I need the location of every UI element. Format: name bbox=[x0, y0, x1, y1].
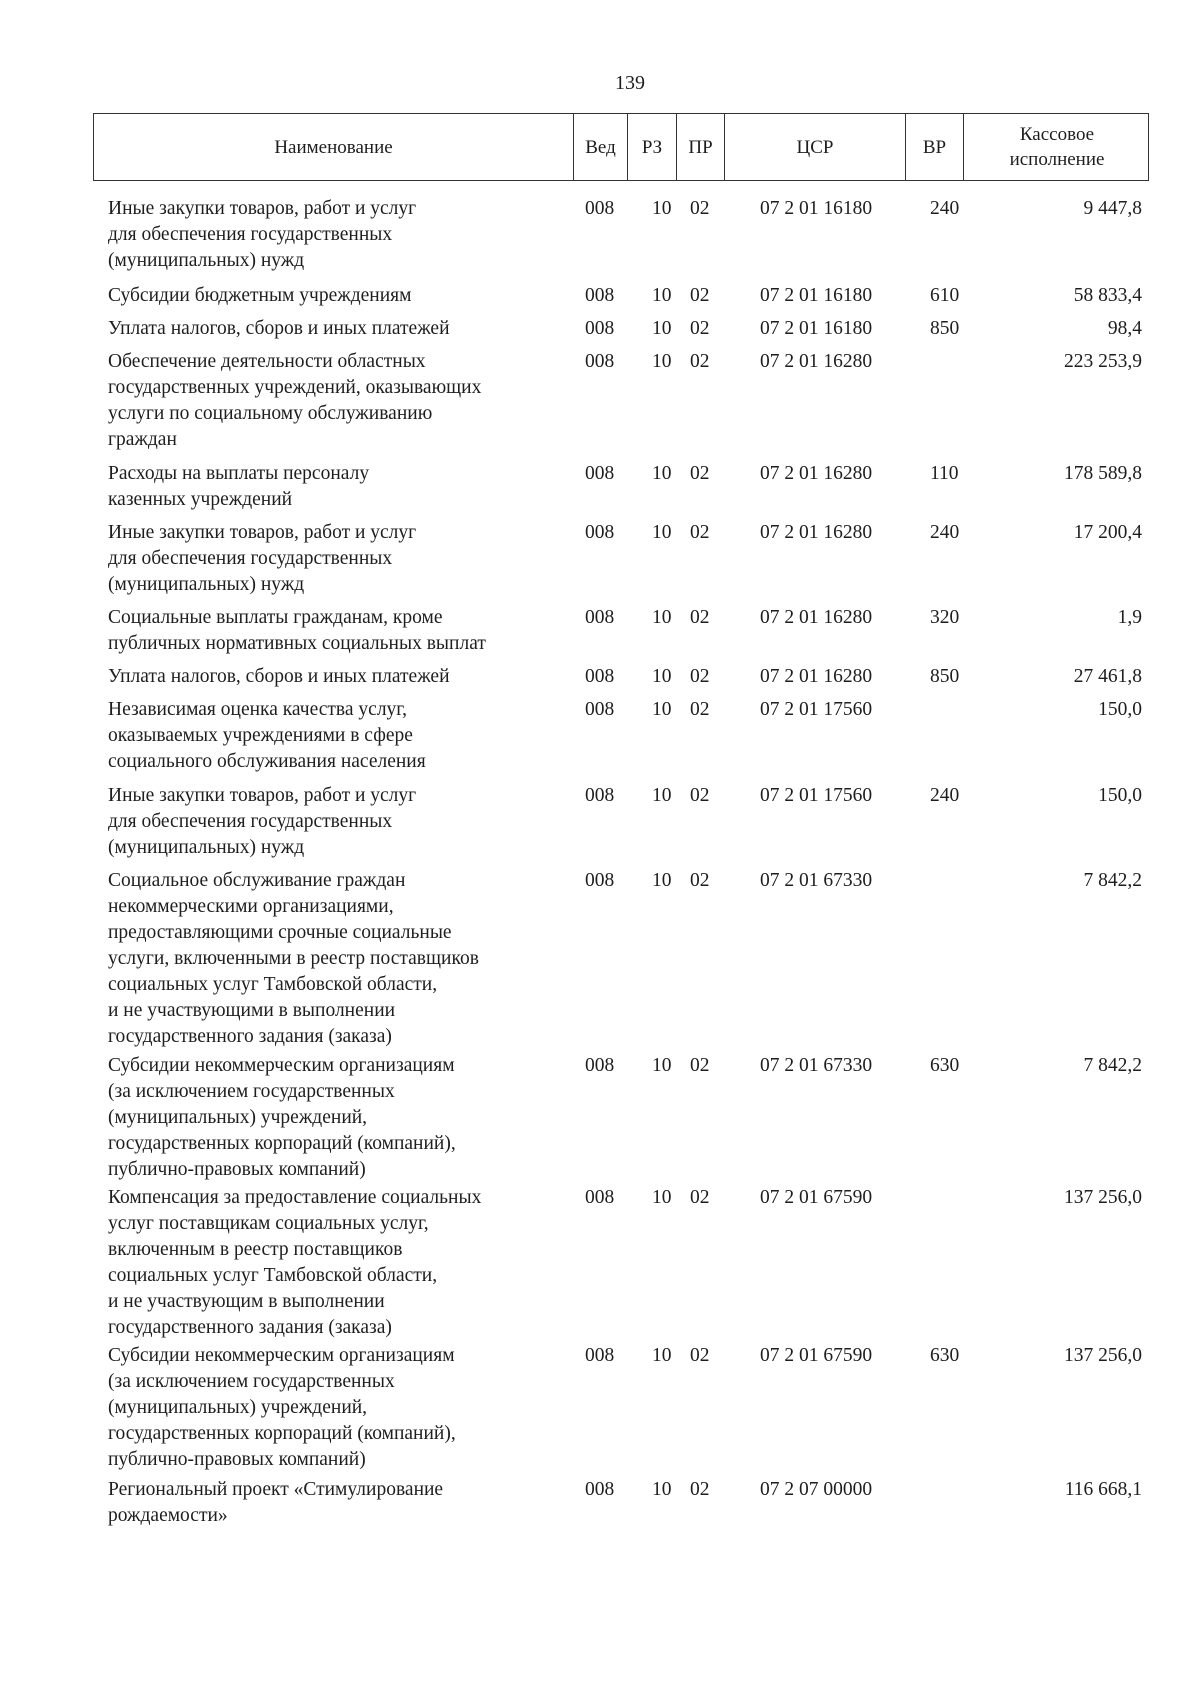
name-line: государственных корпораций (компаний), bbox=[108, 1423, 456, 1444]
ved-cell: 008 bbox=[585, 463, 615, 484]
rz-cell: 10 bbox=[652, 607, 672, 628]
pr-cell: 02 bbox=[690, 1187, 710, 1208]
vr-cell: 850 bbox=[930, 318, 960, 339]
csr-cell: 07 2 01 17560 bbox=[760, 785, 873, 806]
csr-cell: 07 2 01 67590 bbox=[760, 1187, 873, 1208]
csr-cell: 07 2 01 67590 bbox=[760, 1345, 873, 1366]
csr-cell: 07 2 01 16280 bbox=[760, 666, 873, 687]
name-line: публично-правовых компаний) bbox=[108, 1449, 366, 1470]
rz-cell: 10 bbox=[652, 699, 672, 720]
name-line: Социальное обслуживание граждан bbox=[108, 870, 406, 891]
name-line: (муниципальных) нужд bbox=[108, 574, 305, 595]
vr-cell: 240 bbox=[930, 522, 960, 543]
pr-cell: 02 bbox=[690, 318, 710, 339]
pr-cell: 02 bbox=[690, 285, 710, 306]
rz-cell: 10 bbox=[652, 463, 672, 484]
name-cell bbox=[108, 283, 563, 309]
name-line: для обеспечения государственных bbox=[108, 811, 393, 832]
ved-cell: 008 bbox=[585, 285, 615, 306]
name-cell bbox=[108, 664, 563, 690]
name-line: включенным в реестр поставщиков bbox=[108, 1239, 403, 1260]
csr-cell: 07 2 01 67330 bbox=[760, 1055, 873, 1076]
amount-cell: 58 833,4 bbox=[1073, 285, 1142, 306]
rz-cell: 10 bbox=[652, 1345, 672, 1366]
vr-cell: 240 bbox=[930, 198, 960, 219]
name-cell bbox=[108, 1343, 563, 1473]
name-cell bbox=[108, 1185, 563, 1341]
vr-cell: 630 bbox=[930, 1345, 960, 1366]
name-cell bbox=[108, 1053, 563, 1183]
name-line: Уплата налогов, сборов и иных платежей bbox=[108, 666, 450, 687]
rz-cell: 10 bbox=[652, 666, 672, 687]
amount-cell: 223 253,9 bbox=[1064, 351, 1142, 372]
ved-cell: 008 bbox=[585, 1345, 615, 1366]
name-line: (муниципальных) учреждений, bbox=[108, 1107, 368, 1128]
vr-cell: 110 bbox=[930, 463, 959, 484]
pr-cell: 02 bbox=[690, 666, 710, 687]
pr-cell: 02 bbox=[690, 522, 710, 543]
ved-cell: 008 bbox=[585, 1187, 615, 1208]
csr-cell: 07 2 01 16180 bbox=[760, 285, 873, 306]
pr-cell: 02 bbox=[690, 607, 710, 628]
name-line: услуг поставщикам социальных услуг, bbox=[108, 1213, 429, 1234]
amount-cell: 7 842,2 bbox=[1083, 870, 1142, 891]
pr-cell: 02 bbox=[690, 351, 710, 372]
pr-cell: 02 bbox=[690, 699, 710, 720]
header-exec-line2: исполнение bbox=[1009, 149, 1105, 170]
ved-cell: 008 bbox=[585, 666, 615, 687]
name-line: предоставляющими срочные социальные bbox=[108, 922, 452, 943]
csr-cell: 07 2 01 17560 bbox=[760, 699, 873, 720]
header-vr: ВР bbox=[906, 114, 964, 180]
vr-cell: 320 bbox=[930, 607, 960, 628]
name-line: оказываемых учреждениями в сфере bbox=[108, 725, 413, 746]
name-line: и не участвующими в выполнении bbox=[108, 1000, 396, 1021]
ved-cell: 008 bbox=[585, 785, 615, 806]
name-line: Расходы на выплаты персоналу bbox=[108, 463, 370, 484]
name-cell bbox=[108, 316, 563, 342]
ved-cell: 008 bbox=[585, 198, 615, 219]
ved-cell: 008 bbox=[585, 870, 615, 891]
name-cell bbox=[108, 783, 563, 861]
name-line: государственных корпораций (компаний), bbox=[108, 1133, 456, 1154]
vr-cell: 850 bbox=[930, 666, 960, 687]
name-line: Региональный проект «Стимулирование bbox=[108, 1479, 444, 1500]
header-ved: Вед bbox=[574, 114, 628, 180]
name-line: (муниципальных) нужд bbox=[108, 837, 305, 858]
csr-cell: 07 2 01 16280 bbox=[760, 607, 873, 628]
csr-cell: 07 2 07 00000 bbox=[760, 1479, 873, 1500]
pr-cell: 02 bbox=[690, 785, 710, 806]
name-line: для обеспечения государственных bbox=[108, 224, 393, 245]
csr-cell: 07 2 01 16180 bbox=[760, 318, 873, 339]
csr-cell: 07 2 01 16180 bbox=[760, 198, 873, 219]
name-line: Обеспечение деятельности областных bbox=[108, 351, 426, 372]
name-line: для обеспечения государственных bbox=[108, 548, 393, 569]
amount-cell: 7 842,2 bbox=[1083, 1055, 1142, 1076]
name-cell bbox=[108, 196, 563, 274]
name-line: государственных учреждений, оказывающих bbox=[108, 377, 482, 398]
name-line: (за исключением государственных bbox=[108, 1081, 395, 1102]
rz-cell: 10 bbox=[652, 198, 672, 219]
name-line: (муниципальных) учреждений, bbox=[108, 1397, 368, 1418]
name-line: граждан bbox=[108, 429, 177, 450]
amount-cell: 150,0 bbox=[1098, 699, 1142, 720]
name-line: Компенсация за предоставление социальных bbox=[108, 1187, 482, 1208]
name-line: (за исключением государственных bbox=[108, 1371, 395, 1392]
page-number: 139 bbox=[615, 72, 645, 94]
amount-cell: 137 256,0 bbox=[1064, 1345, 1142, 1366]
name-line: услуги, включенными в реестр поставщиков bbox=[108, 948, 479, 969]
rz-cell: 10 bbox=[652, 1055, 672, 1076]
csr-cell: 07 2 01 16280 bbox=[760, 351, 873, 372]
header-csr: ЦСР bbox=[725, 114, 906, 180]
rz-cell: 10 bbox=[652, 1187, 672, 1208]
pr-cell: 02 bbox=[690, 198, 710, 219]
rz-cell: 10 bbox=[652, 1479, 672, 1500]
csr-cell: 07 2 01 16280 bbox=[760, 522, 873, 543]
name-line: Социальные выплаты гражданам, кроме bbox=[108, 607, 443, 628]
vr-cell: 630 bbox=[930, 1055, 960, 1076]
rz-cell: 10 bbox=[652, 351, 672, 372]
ved-cell: 008 bbox=[585, 1479, 615, 1500]
name-line: некоммерческими организациями, bbox=[108, 896, 394, 917]
rz-cell: 10 bbox=[652, 285, 672, 306]
name-line: (муниципальных) нужд bbox=[108, 250, 305, 271]
pr-cell: 02 bbox=[690, 870, 710, 891]
name-line: Уплата налогов, сборов и иных платежей bbox=[108, 318, 450, 339]
name-line: Иные закупки товаров, работ и услуг bbox=[108, 785, 417, 806]
amount-cell: 9 447,8 bbox=[1083, 198, 1142, 219]
name-line: и не участвующим в выполнении bbox=[108, 1291, 385, 1312]
pr-cell: 02 bbox=[690, 1055, 710, 1076]
header-rz: РЗ bbox=[628, 114, 677, 180]
name-line: государственного задания (заказа) bbox=[108, 1026, 392, 1047]
name-line: Субсидии некоммерческим организациям bbox=[108, 1345, 455, 1366]
pr-cell: 02 bbox=[690, 1345, 710, 1366]
rz-cell: 10 bbox=[652, 785, 672, 806]
name-line: казенных учреждений bbox=[108, 489, 293, 510]
csr-cell: 07 2 01 16280 bbox=[760, 463, 873, 484]
pr-cell: 02 bbox=[690, 1479, 710, 1500]
name-line: социальных услуг Тамбовской области, bbox=[108, 974, 438, 995]
csr-cell: 07 2 01 67330 bbox=[760, 870, 873, 891]
name-cell bbox=[108, 1477, 563, 1529]
rz-cell: 10 bbox=[652, 870, 672, 891]
ved-cell: 008 bbox=[585, 607, 615, 628]
name-cell bbox=[108, 697, 563, 775]
ved-cell: 008 bbox=[585, 699, 615, 720]
name-line: Иные закупки товаров, работ и услуг bbox=[108, 522, 417, 543]
name-line: социальных услуг Тамбовской области, bbox=[108, 1265, 438, 1286]
name-line: Независимая оценка качества услуг, bbox=[108, 699, 407, 720]
name-cell bbox=[108, 461, 563, 513]
vr-cell: 240 bbox=[930, 785, 960, 806]
name-line: государственного задания (заказа) bbox=[108, 1317, 392, 1338]
name-cell bbox=[108, 520, 563, 598]
header-exec-line1: Кассовое bbox=[1019, 124, 1095, 145]
pr-cell: 02 bbox=[690, 463, 710, 484]
rz-cell: 10 bbox=[652, 522, 672, 543]
name-line: публичных нормативных социальных выплат bbox=[108, 633, 486, 654]
amount-cell: 98,4 bbox=[1107, 318, 1142, 339]
amount-cell: 178 589,8 bbox=[1064, 463, 1142, 484]
name-line: Иные закупки товаров, работ и услуг bbox=[108, 198, 417, 219]
ved-cell: 008 bbox=[585, 1055, 615, 1076]
name-cell bbox=[108, 349, 563, 453]
name-line: рождаемости» bbox=[108, 1505, 228, 1526]
name-line: Субсидии бюджетным учреждениям bbox=[108, 285, 412, 306]
amount-cell: 17 200,4 bbox=[1073, 522, 1142, 543]
name-line: социального обслуживания населения bbox=[108, 751, 426, 772]
amount-cell: 137 256,0 bbox=[1064, 1187, 1142, 1208]
vr-cell: 610 bbox=[930, 285, 960, 306]
name-line: услуги по социальному обслуживанию bbox=[108, 403, 433, 424]
ved-cell: 008 bbox=[585, 522, 615, 543]
header-pr: ПР bbox=[677, 114, 725, 180]
ved-cell: 008 bbox=[585, 351, 615, 372]
amount-cell: 27 461,8 bbox=[1073, 666, 1142, 687]
amount-cell: 116 668,1 bbox=[1064, 1479, 1142, 1500]
amount-cell: 150,0 bbox=[1098, 785, 1142, 806]
name-cell bbox=[108, 605, 563, 657]
rz-cell: 10 bbox=[652, 318, 672, 339]
name-line: публично-правовых компаний) bbox=[108, 1159, 366, 1180]
amount-cell: 1,9 bbox=[1117, 607, 1142, 628]
header-name: Наименование bbox=[94, 114, 574, 180]
name-line: Субсидии некоммерческим организациям bbox=[108, 1055, 455, 1076]
ved-cell: 008 bbox=[585, 318, 615, 339]
name-cell bbox=[108, 868, 563, 1050]
